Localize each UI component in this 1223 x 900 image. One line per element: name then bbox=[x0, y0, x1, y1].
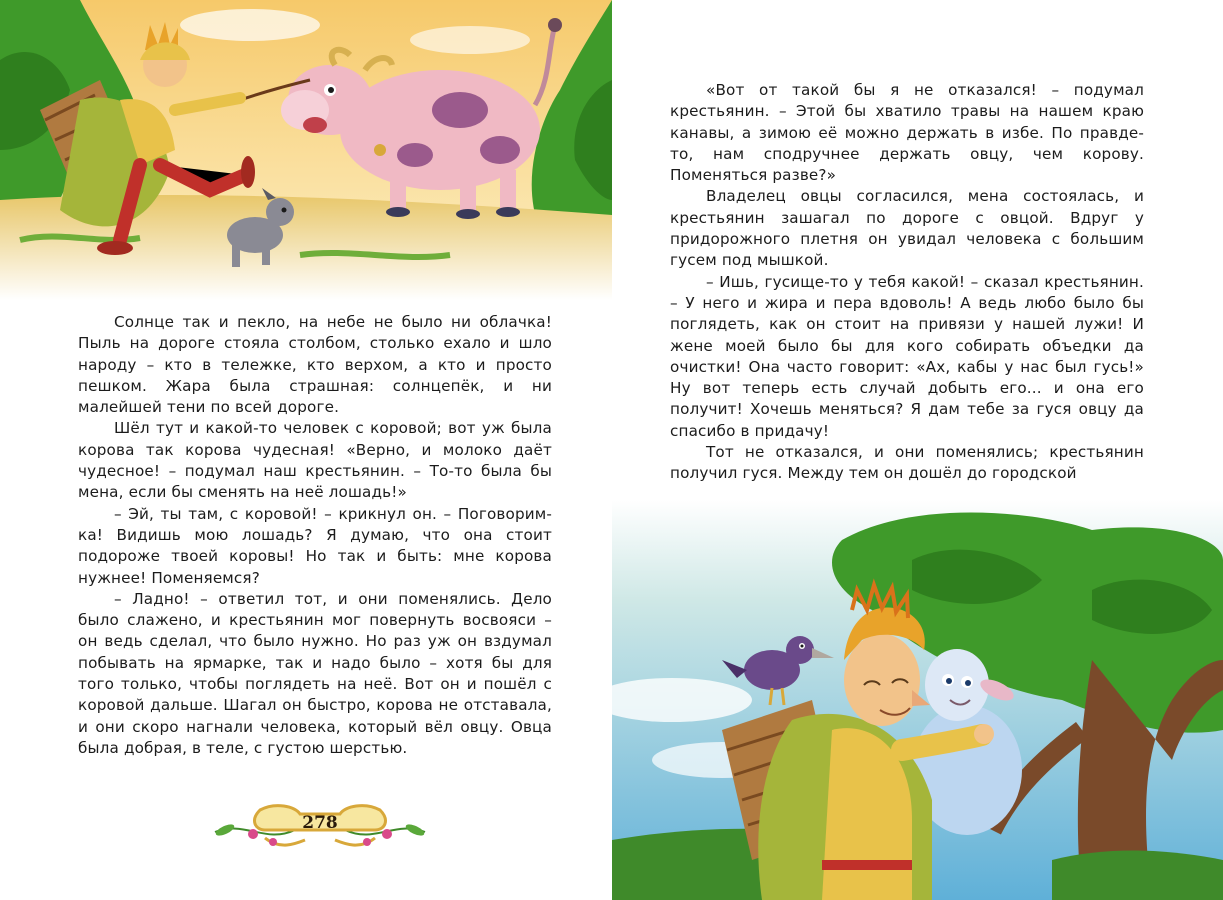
page-number: 278 bbox=[302, 813, 338, 833]
paragraph: «Вот от такой бы я не отказался! – подумал крестьянин. – Этой бы хватило травы на нашем краю канавы, а зимою её можно держать в избе. По правде-то, нам сподручнее держать овцу, чем корову. Поменяться разве?» bbox=[670, 81, 1144, 185]
paragraph: Владелец овцы согласился, мена состоялась, и крестьянин зашагал по дороге с овцой. Вдруг у придорожного плетня он увидал человека с большим гусем под мышкой. bbox=[670, 187, 1144, 270]
right-page-text bbox=[670, 80, 1144, 485]
paragraph: – Ишь, гусище-то у тебя какой! – сказал крестьянин. – У него и жира и пера вдоволь! А ведь любо было бы поглядеть, как он стоит на привязи у нашей лужи! И жене моей было бы для кого собирать объедки да очистки! Она часто говорит: «Ах, кабы у нас был гусь!» Ну вот теперь есть случай добыть его... и она его получит! Хочешь меняться? Я дам тебе за гуся овцу да спасибо в придачу! bbox=[670, 272, 1144, 440]
paragraph: – Эй, ты там, с коровой! – крикнул он. – Поговорим-ка! Видишь мою лошадь? Я думаю, что она стоит подороже твоей коровы! Но так и быть: мне корова нужнее! Поменяемся? bbox=[78, 504, 552, 587]
page-ornament bbox=[205, 800, 435, 856]
peasant-with-lamb-illustration bbox=[612, 500, 1223, 900]
left-page-text bbox=[78, 312, 552, 759]
paragraph: Солнце так и пекло, на небе не было ни облачка! Пыль на дороге стояла столбом, столько ехало и шло народу – кто в тележке, кто верхом, а кто и просто пешком. Жара была страшная: солнцепёк, и ни малейшей тени по всей дороге. bbox=[78, 313, 552, 417]
paragraph: Шёл тут и какой-то человек с коровой; вот уж была корова так корова чудесная! «Верно, и молоко даёт чудесное! – подумал наш крестьянин. – То-то была бы мена, если бы сменять на неё лошадь!» bbox=[78, 419, 552, 502]
paragraph: – Ладно! – ответил тот, и они поменялись. Дело было слажено, и крестьянин мог повернуть восвояси – он ведь сделал, что было нужно. Но раз уж он вздумал побывать на ярмарке, так и надо было – хотя бы для того только, чтобы поглядеть на неё. Вот он и пошёл с коровой дальше. Шагал он быстро, корова не отставала, и они скоро нагнали человека, который вёл овцу. Овца была добрая, в теле, с густою шерстью. bbox=[78, 589, 552, 757]
paragraph: Тот не отказался, и они поменялись; крестьянин получил гуся. Между тем он дошёл до городской bbox=[670, 443, 1144, 483]
right-page bbox=[612, 0, 1223, 900]
peasant-with-cow-illustration bbox=[0, 0, 612, 300]
